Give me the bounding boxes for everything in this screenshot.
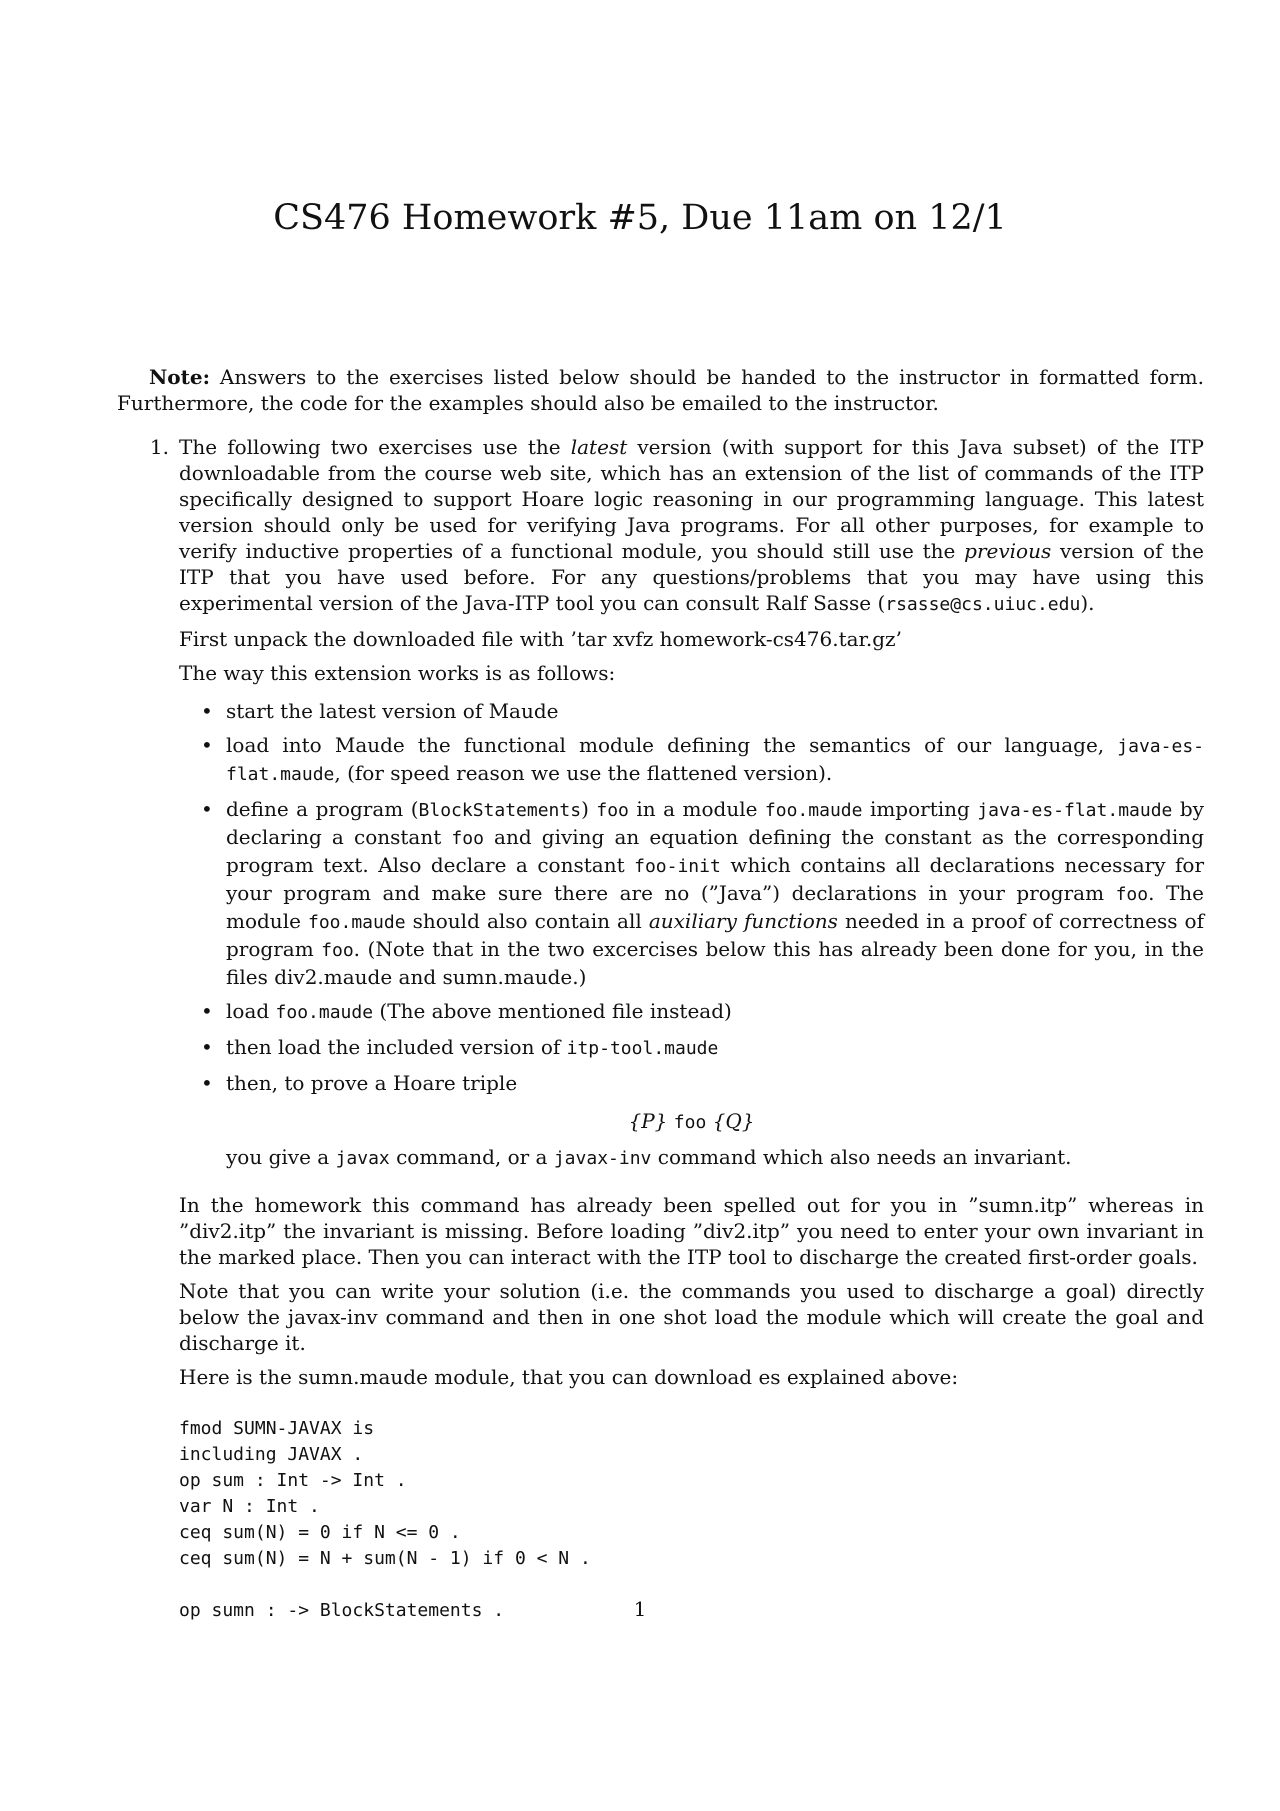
precondition: {P} <box>628 1109 668 1133</box>
bullet-icon: • <box>201 1035 213 1059</box>
list-item: • then, to prove a Hoare triple <box>201 1071 518 1095</box>
contact-email: rsasse@cs.uiuc.edu <box>885 594 1081 615</box>
list-item: • load foo.maude (The above mentioned file instead) <box>201 999 732 1023</box>
extension-intro: The way this extension works is as follows: <box>179 661 616 685</box>
exercise-number: 1. <box>149 435 169 459</box>
exercise-body <box>179 434 1204 1624</box>
homework-instructions: In the homework this command has already been spelled out for you in ”sumn.itp” whereas in ”div2.itp” the invariant is missing. Before loading ”div2.itp” you need to enter your own invariant in the marked place. Then you can interact with the ITP tool to discharge the created first-order goals. <box>179 1193 1204 1269</box>
list-item: • define a program (BlockStatements) foo in a module foo.maude importing java-es-flat.maude by declaring a constant foo and giving an equation defining the constant as the corresponding program text. Also declare a constant foo-init which contains all declarations necessary for your program and make sure there are no (”Java”) declarations in your program foo. The module foo.maude should also contain all auxiliary functions needed in a proof of correctness of program foo. (Note that in the two excercises below this has already been done for you, in the files div2.maude and sumn.maude.) <box>201 797 1205 989</box>
previous-emphasis: previous <box>964 539 1052 563</box>
note-paragraph <box>117 364 1204 416</box>
solution-note: Note that you can write your solution (i.e. the commands you used to discharge a goal) directly below the javax-inv command and then in one shot load the module which will create the goal and discharge it. <box>179 1279 1204 1355</box>
exercise-intro-paragraph: The following two exercises use the latest version (with support for this Java subset) of the ITP downloadable from the course web site, which has an extension of the list of commands of the ITP specifically designed to support Hoare logic reasoning in our programming language. This latest version should only be used for verifying Java programs. For all other purposes, for example to verify inductive properties of a functional module, you should still use the previous version of the ITP that you have used before. For any questions/problems that you may have using this experimental version of the Java-ITP tool you can consult Ralf Sasse (rsasse@cs.uiuc.edu). <box>179 435 1204 615</box>
postcondition: {Q} <box>712 1109 755 1133</box>
exercise-list <box>117 434 1204 1624</box>
bullet-icon: • <box>201 1071 213 1095</box>
hoare-triple <box>179 1108 1204 1136</box>
javax-command-text: you give a javax command, or a javax-inv command which also needs an invariant. <box>226 1145 1072 1169</box>
steps-list <box>179 698 1204 1096</box>
bullet-icon: • <box>201 999 213 1023</box>
program-name: foo <box>673 1112 707 1133</box>
list-item: • start the latest version of Maude <box>201 699 559 723</box>
list-item: • load into Maude the functional module defining the semantics of our language, java-es-flat.maude, (for speed reason we use the flattened version). <box>201 733 1204 785</box>
bullet-icon: • <box>201 699 213 723</box>
latest-emphasis: latest <box>570 435 628 459</box>
list-item: • then load the included version of itp-tool.maude <box>201 1035 719 1059</box>
page-number: 1 <box>633 1597 647 1621</box>
document-title: CS476 Homework #5, Due 11am on 12/1 <box>273 198 1007 238</box>
note-label: Note: <box>149 365 210 389</box>
unpack-instruction: First unpack the downloaded file with ’tar xvfz homework-cs476.tar.gz’ <box>179 627 902 651</box>
bullet-icon: • <box>201 733 213 757</box>
exercise-item-1 <box>117 434 1204 1624</box>
module-intro: Here is the sumn.maude module, that you can download es explained above: <box>179 1365 959 1389</box>
maude-code-listing: fmod SUMN-JAVAX is including JAVAX . op sum : Int -> Int . var N : Int . ceq sum(N) = 0 if N <= 0 . ceq sum(N) = N + sum(N - 1) if 0 < N . op sumn : -> BlockStatements . <box>179 1418 591 1621</box>
note-text: Answers to the exercises listed below should be handed to the instructor in formatted form. Furthermore, the code for the examples should also be emailed to the instructor. <box>117 365 1204 415</box>
bullet-icon: • <box>201 797 213 821</box>
